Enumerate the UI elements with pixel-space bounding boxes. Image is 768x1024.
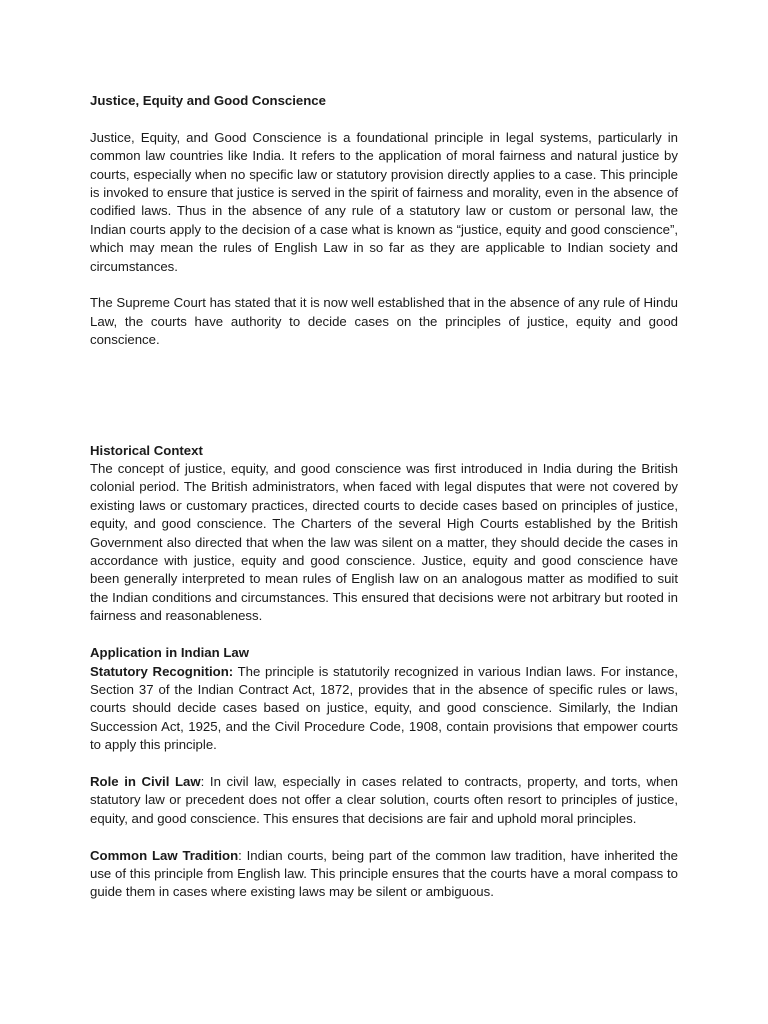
- intro-paragraph-1: Justice, Equity, and Good Conscience is a foundational principle in legal systems, particularly in common law countries like India. It refers to the application of moral fairness and natural justice by courts, especially when no specific law or statutory provision directly applies to a case. This principle is invoked to ensure that justice is served in the spirit of fairness and morality, even in the absence of codified laws. Thus in the absence of any rule of a statutory law or custom or personal law, the Indian courts apply to the decision of a case what is known as “justice, equity and good conscience”, which may mean the rules of English Law in so far as they are applicable to Indian society and circumstances.: [90, 129, 678, 274]
- application-heading: Application in Indian Law: [90, 645, 249, 661]
- document-title: Justice, Equity and Good Conscience: [90, 93, 326, 108]
- statutory-recognition-body: The principle is statutorily recognized in various Indian laws. For instance, Section 37 of the Indian Contract Act, 1872, provides that in the absence of specific rules or laws, courts should decide cases based on justice, equity, and good conscience. Similarly, the Indian Succession Act, 1925, and the Civil Procedure Code, 1908, contain provisions that empower courts to apply this principle.: [90, 663, 678, 753]
- common-law-tradition-body: : Indian courts, being part of the common law tradition, have inherited the use of this principle from English law. This principle ensures that the courts have a moral compass to guide them in cases where existing laws may be silent or ambiguous.: [90, 847, 678, 900]
- historical-context-heading: Historical Context: [90, 442, 203, 458]
- application-section: [90, 644, 678, 754]
- role-in-civil-law-lead: Role in Civil Law: [90, 773, 201, 789]
- common-law-tradition-paragraph: [90, 847, 678, 902]
- intro-paragraph-2: The Supreme Court has stated that it is now well established that in the absence of any rule of Hindu Law, the courts have authority to decide cases on the principles of justice, equity and good conscience.: [90, 295, 678, 348]
- historical-context-section: [90, 442, 678, 626]
- statutory-recognition-lead: Statutory Recognition:: [90, 663, 234, 679]
- common-law-tradition-lead: Common Law Tradition: [90, 847, 239, 863]
- historical-context-body: The concept of justice, equity, and good conscience was first introduced in India during the British colonial period. The British administrators, when faced with legal disputes that were not covered by existing laws or customary practices, directed courts to decide cases based on principles of justice, equity, and good conscience. The Charters of the several High Courts established by the British Government also directed that when the law was silent on a matter, they should decide the cases in accordance with justice, equity and good conscience. Justice, equity and good conscience have been generally interpreted to mean rules of English law on an analogous matter as modified to suit the Indian conditions and circumstances. This ensured that decisions were not arbitrary but rooted in fairness and reasonableness.: [90, 461, 678, 624]
- role-in-civil-law-body: : In civil law, especially in cases related to contracts, property, and torts, when statutory law or precedent does not offer a clear solution, courts often resort to principles of justice, equity, and good conscience. This ensures that decisions are fair and uphold moral principles.: [90, 773, 678, 826]
- document-page: [90, 92, 678, 920]
- section-spacer: [90, 368, 678, 442]
- role-in-civil-law-paragraph: [90, 773, 678, 828]
